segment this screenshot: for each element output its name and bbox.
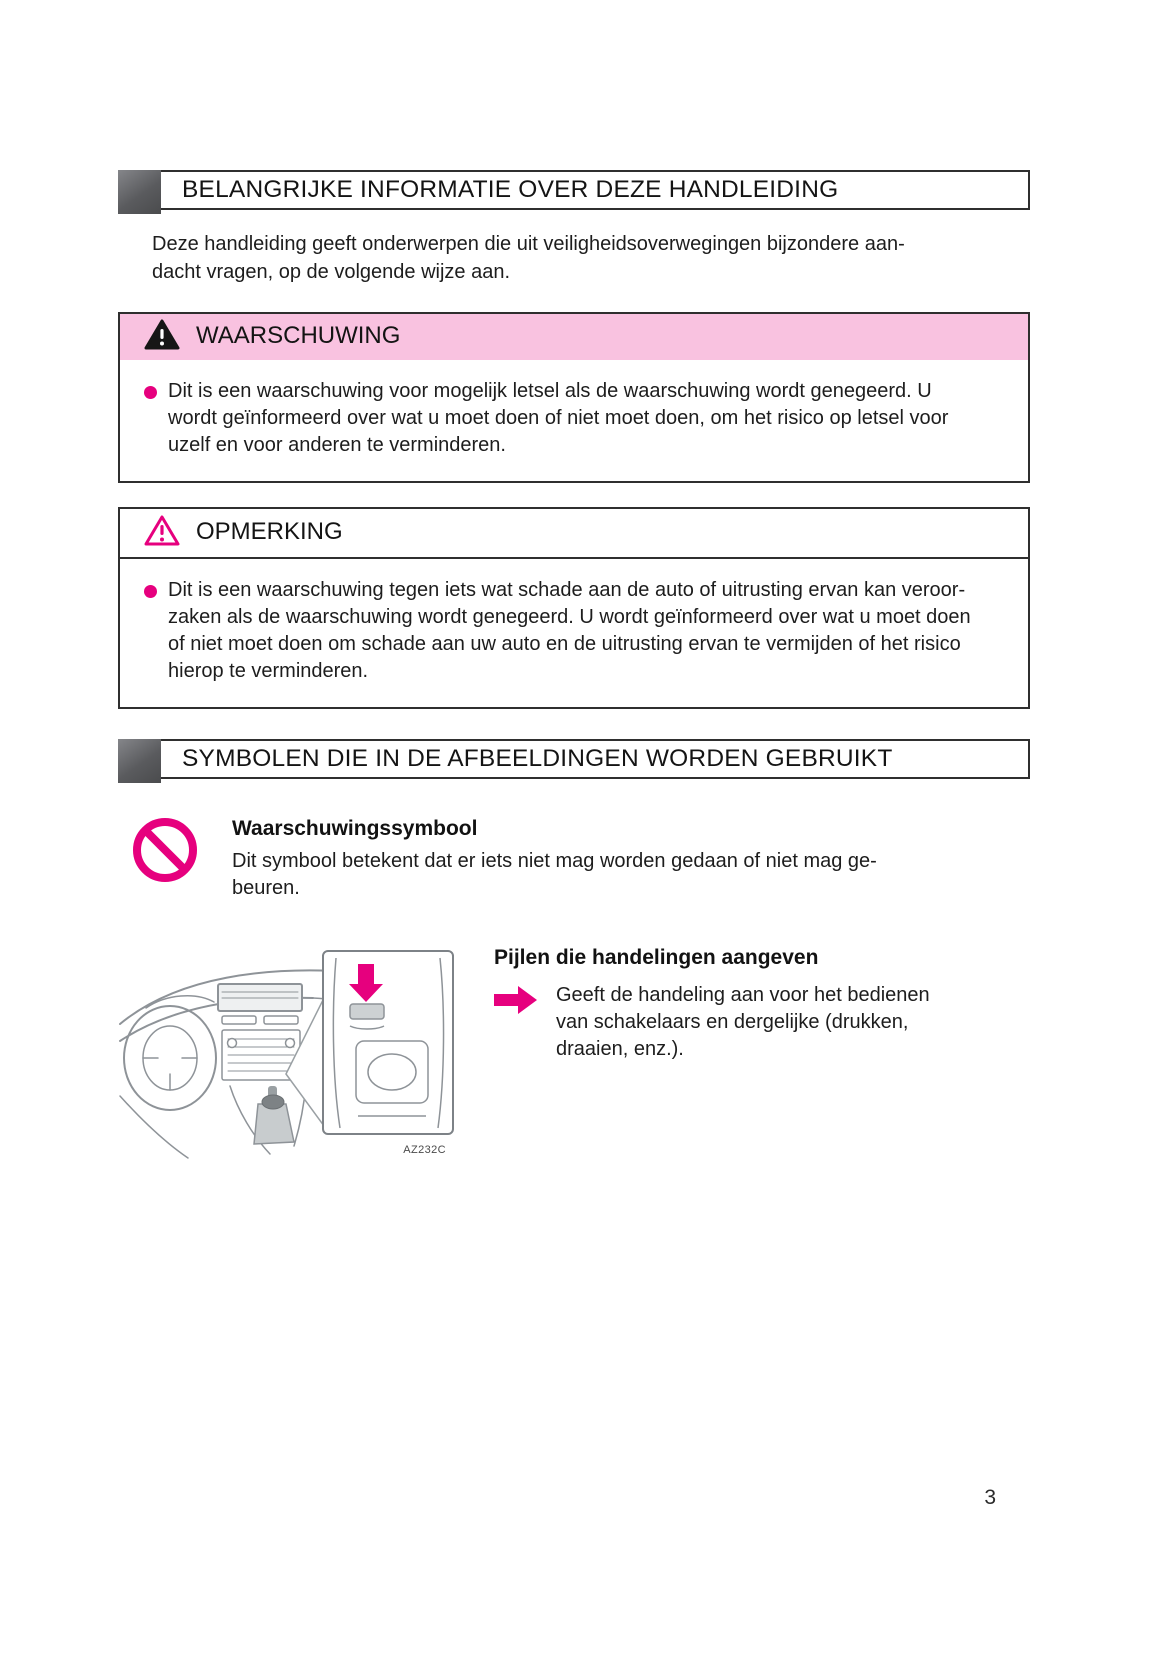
notice-box xyxy=(118,507,1030,709)
bullet-icon xyxy=(144,585,157,598)
warning-line: Dit is een waarschuwing voor mogelijk letsel als de waarschuwing wordt genegeerd. U xyxy=(168,380,932,402)
page-number: 3 xyxy=(984,1486,996,1509)
section-title-symbols: SYMBOLEN DIE IN DE AFBEELDINGEN WORDEN GEBRUIKT xyxy=(182,745,893,772)
arrow-explanation-block xyxy=(494,946,930,1063)
arrow-block-text xyxy=(556,982,930,1063)
intro-line: Deze handleiding geeft onderwerpen die uit veiligheidsoverwegingen bijzondere aan- xyxy=(152,233,905,255)
callout-wedge xyxy=(286,998,324,1126)
symbol-line: beuren. xyxy=(232,877,300,899)
arrow-block-heading: Pijlen die handelingen aangeven xyxy=(494,946,819,969)
intro-line: dacht vragen, op de volgende wijze aan. xyxy=(152,261,511,283)
section-header-symbols xyxy=(118,739,1030,779)
notice-line: of niet moet doen om schade aan uw auto en de uitrusting ervan te vermijden of het risico xyxy=(168,633,961,655)
figure-row xyxy=(118,946,1030,1161)
warning-symbol-block xyxy=(132,817,1030,902)
notice-line: Dit is een waarschuwing tegen iets wat schade aan de auto of uitrusting ervan kan veroor- xyxy=(168,579,966,601)
section-header-important-info xyxy=(118,170,1030,210)
warning-triangle-icon xyxy=(144,319,180,356)
figure-code-label: AZ232C xyxy=(403,1144,446,1156)
warning-box-body xyxy=(120,360,1028,481)
notice-box-header xyxy=(120,509,1028,559)
warning-box-header xyxy=(120,314,1028,360)
action-arrow-right-icon xyxy=(494,985,538,1020)
notice-line: hierop te verminderen. xyxy=(168,660,369,682)
section-header-gray-block xyxy=(118,170,161,214)
warning-box-text xyxy=(168,378,948,459)
notice-box-body xyxy=(120,559,1028,707)
figure-inset xyxy=(323,951,453,1134)
warning-symbol-lines xyxy=(232,848,877,902)
warning-line: wordt geïnformeerd over wat u moet doen of niet moet doen, om het risico op letsel voor xyxy=(168,407,949,429)
notice-box-title: OPMERKING xyxy=(196,518,343,545)
warning-box xyxy=(118,312,1030,483)
car-dashboard-figure xyxy=(118,946,458,1161)
bullet-icon xyxy=(144,386,157,399)
symbol-line: Dit symbool betekent dat er iets niet mag worden gedaan of niet mag ge- xyxy=(232,850,877,872)
gear-shifter xyxy=(254,1086,294,1144)
prohibition-icon xyxy=(132,817,198,888)
arrow-row xyxy=(494,982,930,1063)
notice-line: zaken als de waarschuwing wordt genegeerd. U wordt geïnformeerd over wat u moet doen xyxy=(168,606,971,628)
notice-triangle-icon xyxy=(144,515,180,552)
notice-box-text xyxy=(168,577,971,685)
arrow-line: draaien, enz.). xyxy=(556,1038,684,1060)
warning-box-title: WAARSCHUWING xyxy=(196,322,401,349)
car-dashboard-illustration xyxy=(118,946,458,1161)
section-header-gray-block xyxy=(118,739,161,783)
section-title-important-info: BELANGRIJKE INFORMATIE OVER DEZE HANDLEIDING xyxy=(182,176,839,203)
arrow-line: Geeft de handeling aan voor het bedienen xyxy=(556,984,930,1006)
warning-line: uzelf en voor anderen te verminderen. xyxy=(168,434,506,456)
arrow-line: van schakelaars en dergelijke (drukken, xyxy=(556,1011,909,1033)
warning-symbol-heading: Waarschuwingssymbool xyxy=(232,817,478,840)
warning-symbol-text xyxy=(232,817,877,902)
intro-paragraph xyxy=(152,230,1030,286)
page-content xyxy=(118,170,1030,1161)
